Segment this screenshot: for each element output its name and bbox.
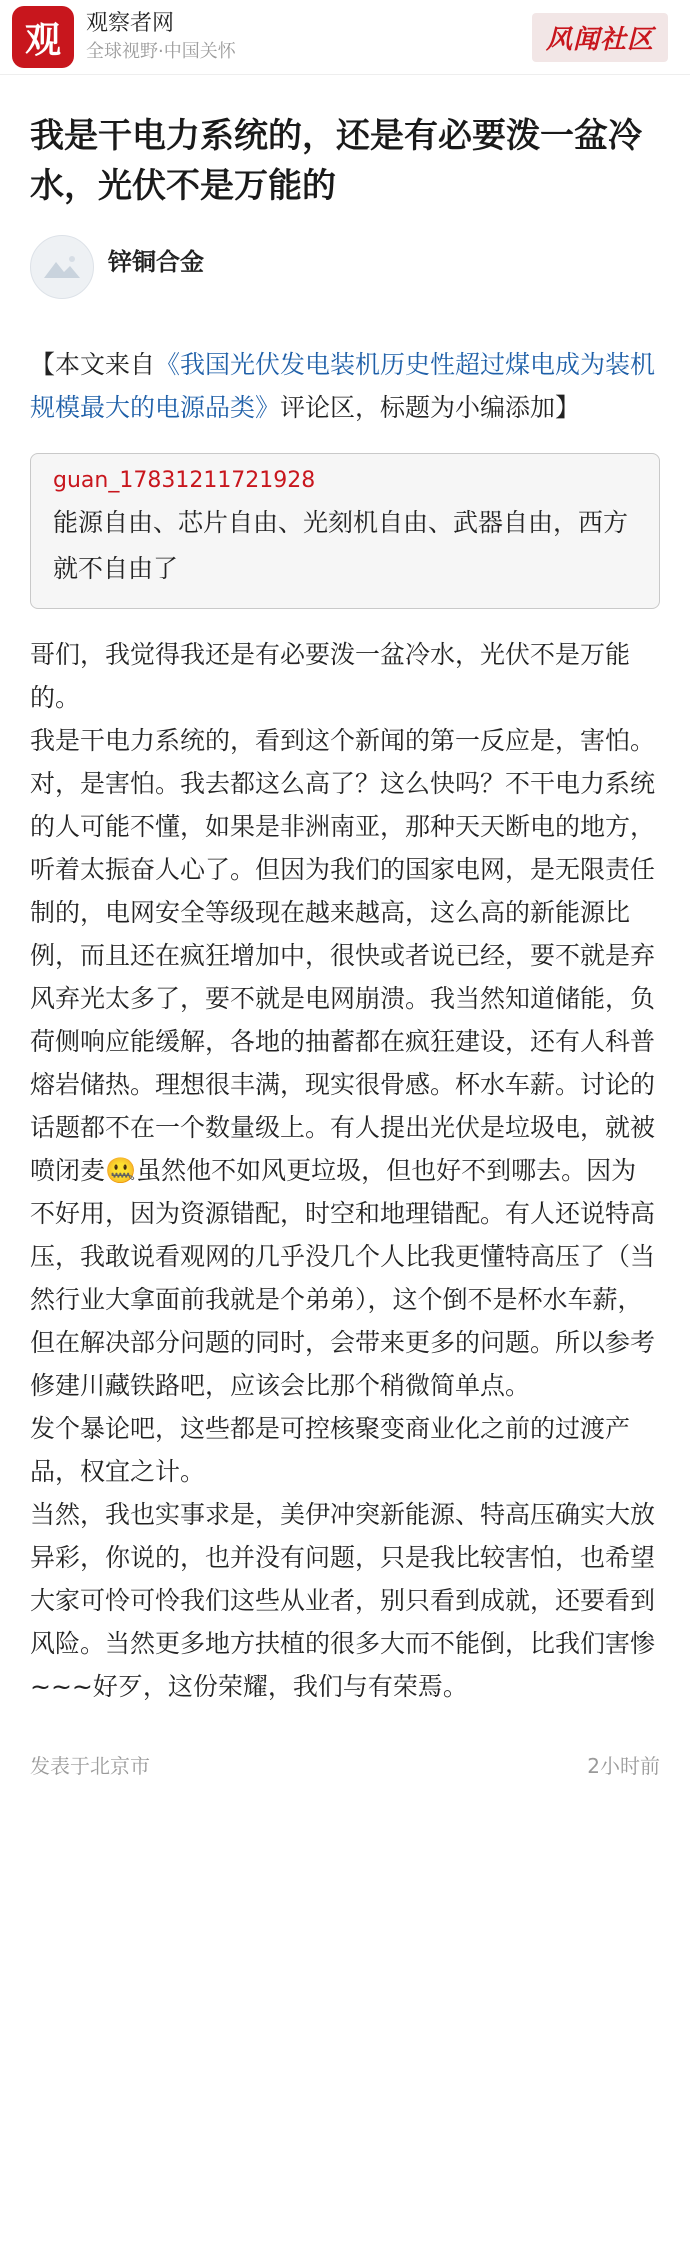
body-paragraph: 发个暴论吧，这些都是可控核聚变商业化之前的过渡产品，权宜之计。 xyxy=(30,1414,631,1486)
post-meta xyxy=(30,1750,660,1779)
post-time: 2小时前 xyxy=(587,1754,660,1778)
quoted-comment xyxy=(30,453,660,609)
community-button[interactable]: 风闻社区 xyxy=(532,13,668,62)
brand-slogan: 全球视野·中国关怀 xyxy=(86,41,236,62)
source-prefix: 【本文来自 xyxy=(30,350,156,379)
mountain-avatar-icon xyxy=(42,252,82,282)
post-location: 发表于北京市 xyxy=(30,1754,150,1778)
article-body xyxy=(30,633,660,1708)
top-bar xyxy=(0,0,690,75)
brand-name: 观察者网 xyxy=(86,11,175,36)
author-name[interactable]: 锌铜合金 xyxy=(108,247,204,276)
source-suffix: 评论区，标题为小编添加】 xyxy=(280,393,581,422)
author-avatar[interactable] xyxy=(30,235,94,299)
source-link[interactable]: 《我国光伏发电装机历史性超过煤电成为装机规模最大的电源品类》 xyxy=(30,350,656,422)
brand-block[interactable] xyxy=(86,9,236,65)
body-paragraph: 哥们，我觉得我还是有必要泼一盆冷水，光伏不是万能的。 xyxy=(30,640,631,712)
body-paragraph: 我是干电力系统的，看到这个新闻的第一反应是，害怕。对，是害怕。我去都这么高了？这么快吗？不干电力系统的人可能不懂，如果是非洲南亚，那种天天断电的地方，听着太振奋人心了。但因为我们的国家电网，是无限责任制的，电网安全等级现在越来越高，这么高的新能源比例，而且还在疯狂增加中，很快或者说已经，要不就是弃风弃光太多了，要不就是电网崩溃。我当然知道储能，负荷侧响应能缓解，各地的抽蓄都在疯狂建设，还有人科普熔岩储热。理想很丰满，现实很骨感。杯水车薪。讨论的话题都不在一个数量级上。有人提出光伏是垃圾电，就被喷闭麦🤐虽然他不如风更垃圾，但也好不到哪去。因为不好用，因为资源错配，时空和地理错配。有人还说特高压，我敢说看观网的几乎没几个人比我更懂特高压了（当然行业大拿面前我就是个弟弟），这个倒不是杯水车薪，但在解决部分问题的同时，会带来更多的问题。所以参考修建川藏铁路吧，应该会比那个稍微简单点。 xyxy=(30,726,656,1400)
body-paragraph: 当然，我也实事求是，美伊冲突新能源、特高压确实大放异彩，你说的，也并没有问题，只是我比较害怕，也希望大家可怜可怜我们这些从业者，别只看到成就，还要看到风险。当然更多地方扶植的很多大而不能倒，比我们害惨~~~好歹，这份荣耀，我们与有荣焉。 xyxy=(30,1500,656,1701)
article-title: 我是干电力系统的，还是有必要泼一盆冷水，光伏不是万能的 xyxy=(30,116,642,206)
source-note xyxy=(30,343,660,429)
quoted-text: 能源自由、芯片自由、光刻机自由、武器自由，西方就不自由了 xyxy=(53,508,629,583)
logo-char: 观 xyxy=(24,19,61,61)
author-row[interactable] xyxy=(30,235,660,299)
guancha-logo-icon[interactable] xyxy=(12,6,74,68)
article-container xyxy=(0,111,690,1779)
quoted-username[interactable]: guan_17831211721928 xyxy=(53,468,316,493)
